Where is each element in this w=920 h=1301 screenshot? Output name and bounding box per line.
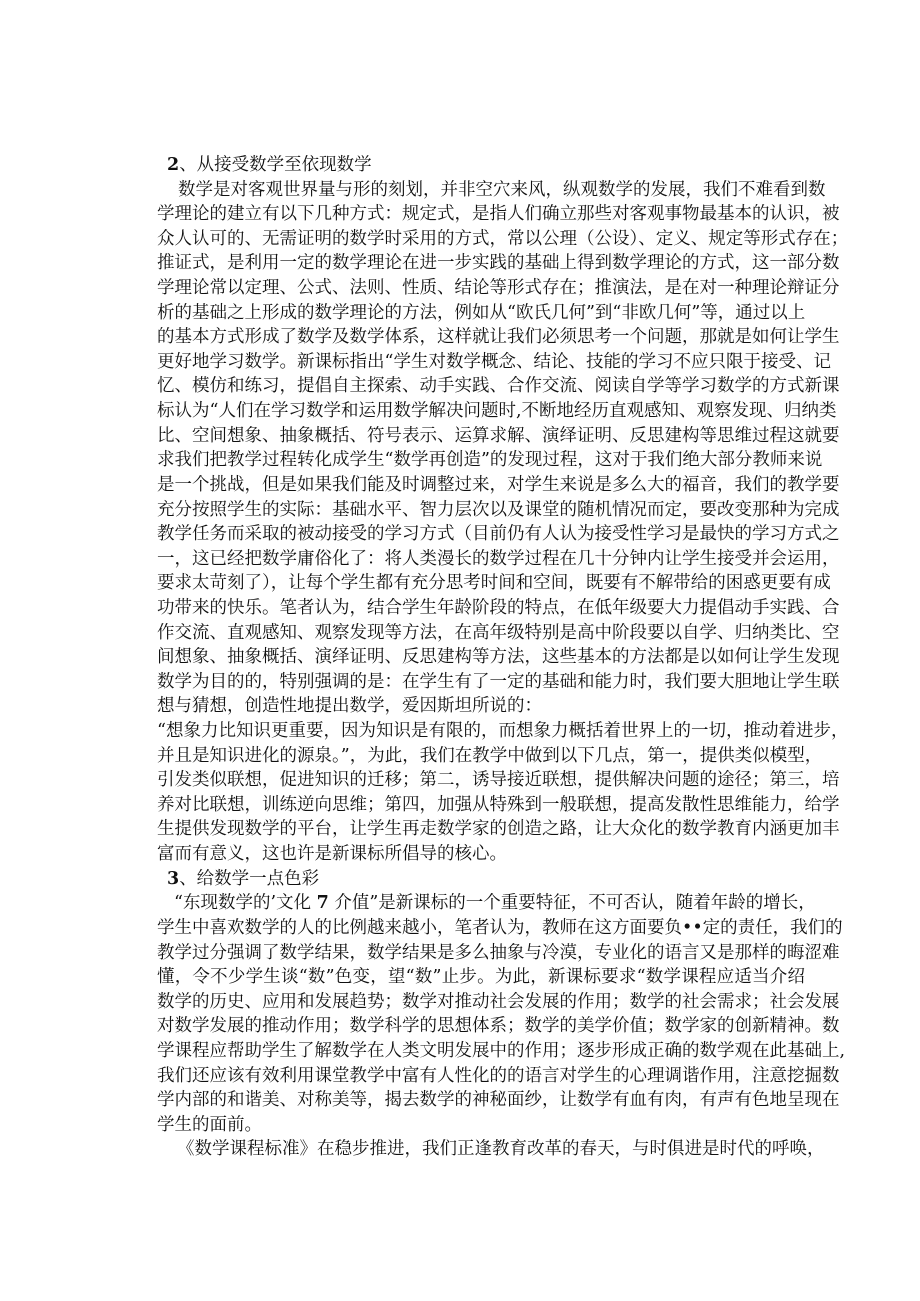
section-2-line: 求我们把教学过程转化成学生“数学再创造”的发现过程，这对于我们绝大部分教师来说 — [157, 450, 823, 471]
section-3-number: 3 — [167, 868, 180, 889]
section-2-line: 间想象、抽象概括、演绎证明、反思建构等方法，这些基本的方法都是以如何让学生发现 — [157, 647, 840, 668]
section-3-line: 教学过分强调了数学结果，数学结果是多么抽象与冷漠，专业化的语言又是那样的晦涩难 — [157, 942, 840, 963]
section-2-line: 充分按照学生的实际：基础水平、智力层次以及课堂的随机情况而定，要改变那种为完成 — [157, 499, 840, 520]
section-3-line — [157, 891, 816, 916]
section-2-heading — [157, 153, 805, 178]
section-3-line: 懂，令不少学生谈“数”色变，望“数”止步。为此，新课标要求“数学课程应适当介绍 — [157, 967, 805, 988]
section-2-line: 学理论的建立有以下几种方式：规定式，是指人们确立那些对客观事物最基本的认识，被 — [157, 204, 840, 225]
section-2-line: 一，这已经把数学庸俗化了：将人类漫长的数学过程在几十分钟内让学生接受并会运用， — [157, 548, 840, 569]
section-3-first-line-a: “东现数学的’文化 — [174, 893, 317, 914]
section-3-first-line-num: 7 — [316, 893, 329, 914]
section-3-heading — [157, 867, 805, 892]
quote-line: 养对比联想，训练逆向思维；第四，加强从特殊到一般联想，提高发散性思维能力，给学 — [157, 794, 840, 815]
section-2-line: 功带来的快乐。笔者认为，结合学生年龄阶段的特点，在低年级要大力提倡动手实践、合 — [157, 597, 840, 618]
section-2-line: 的基本方式形成了数学及数学体系，这样就让我们必须思考一个问题，那就是如何让学生 — [157, 327, 840, 348]
section-3-line: 我们还应该有效利用课堂教学中富有人性化的的语言对学生的心理调谐作用，注意挖掘数 — [157, 1065, 840, 1086]
section-2-line: 标认为“人们在学习数学和运用数学解决问题时,不断地经历直观感知、观察发现、归纳类 — [157, 401, 837, 422]
section-2-number: 2 — [167, 155, 180, 175]
section-2-line: 想与猜想，创造性地提出数学，爱因斯坦所说的： — [157, 696, 542, 717]
section-2-line: 要求太苛刻了），让每个学生都有充分思考时间和空间，既要有不解带给的困惑更要有成 — [157, 573, 831, 594]
quote-line: “想象力比知识更重要，因为知识是有限的，而想象力概括着世界上的一切，推动着进步， — [157, 721, 849, 742]
section-2-line: 众人认可的、无需证明的数学时采用的方式，常以公理（公设）、定义、规定等形式存在； — [157, 228, 849, 249]
section-3-first-line-b: 介值”是新课标的一个重要特征，不可否认，随着年龄的增长， — [328, 893, 816, 914]
quote-line: 富而有意义，这也许是新课标所倡导的核心。 — [157, 844, 507, 865]
document-body — [157, 153, 849, 1162]
section-2-line: 更好地学习数学。新课标指出“学生对数学概念、结论、技能的学习不应只限于接受、记 — [157, 351, 831, 372]
section-2-line: 学理论常以定理、公式、法则、性质、结论等形式存在；推演法，是在对一种理论辩证分 — [157, 278, 840, 299]
quote-line: 生提供发现数学的平台，让学生再走数学家的创造之路，让大众化的数学教育内涵更加丰 — [157, 819, 840, 840]
closing-line: 《数学课程标准》在稳步推进，我们正逢教育改革的春天，与时俱进是时代的呼唤， — [177, 1139, 825, 1160]
section-3-line: 学生的面前。 — [157, 1114, 262, 1135]
section-2-line: 数学为目的的，特别强调的是：在学生有了一定的基础和能力时，我们要大胆地让学生联 — [157, 671, 840, 692]
section-2-line: 忆、模仿和练习，提倡自主探索、动手实践、合作交流、阅读自学等学习数学的方式新课 — [157, 376, 840, 397]
section-3-line: 对数学发展的推动作用；数学科学的思想体系；数学的美学价值；数学家的创新精神。数 — [157, 1016, 840, 1037]
section-3-line: 学生中喜欢数学的人的比例越来越小，笔者认为，教师在这方面要负••定的责任，我们的 — [157, 917, 843, 938]
section-3-line: 学课程应帮助学生了解数学在人类文明发展中的作用；逐步形成正确的数学观在此基础上, — [157, 1040, 846, 1061]
section-2-line: 推证式，是利用一定的数学理论在进一步实践的基础上得到数学理论的方式，这一部分数 — [157, 253, 840, 274]
section-3-line: 数学的历史、应用和发展趋势；数学对推动社会发展的作用；数学的社会需求；社会发展 — [157, 991, 840, 1012]
section-3-title: 、给数学一点色彩 — [179, 868, 320, 889]
section-2-line: 作交流、直观感知、观察发现等方法，在高年级特别是高中阶段要以自学、归纳类比、空 — [157, 622, 840, 643]
section-2-title: 、从接受数学至依现数学 — [179, 155, 372, 175]
section-2-line: 析的基础之上形成的数学理论的方法，例如从“欧氏几何”到“非欧几何”等，通过以上 — [157, 302, 806, 323]
section-2-line: 教学任务而采取的被动接受的学习方式（目前仍有人认为接受性学习是最快的学习方式之 — [157, 524, 840, 545]
section-2-line: 数学是对客观世界量与形的刻划，并非空穴来风，纵观数学的发展，我们不难看到数 — [178, 179, 826, 200]
section-3-line: 学内部的和谐美、对称美等，揭去数学的神秘面纱，让数学有血有肉，有声有色地呈现在 — [157, 1090, 840, 1111]
quote-line: 并且是知识进化的源泉。”，为此，我们在教学中做到以下几点，第一，提供类似模型， — [157, 745, 823, 766]
section-2-line: 比、空间想象、抽象概括、符号表示、运算求解、演绎证明、反思建构等思维过程这就要 — [157, 425, 840, 446]
quote-line: 引发类似联想，促进知识的迁移；第二，诱导接近联想，提供解决问题的途径；第三，培 — [157, 770, 840, 791]
section-2-line: 是一个挑战，但是如果我们能及时调整过来，对学生来说是多么大的福音，我们的教学要 — [157, 474, 840, 495]
